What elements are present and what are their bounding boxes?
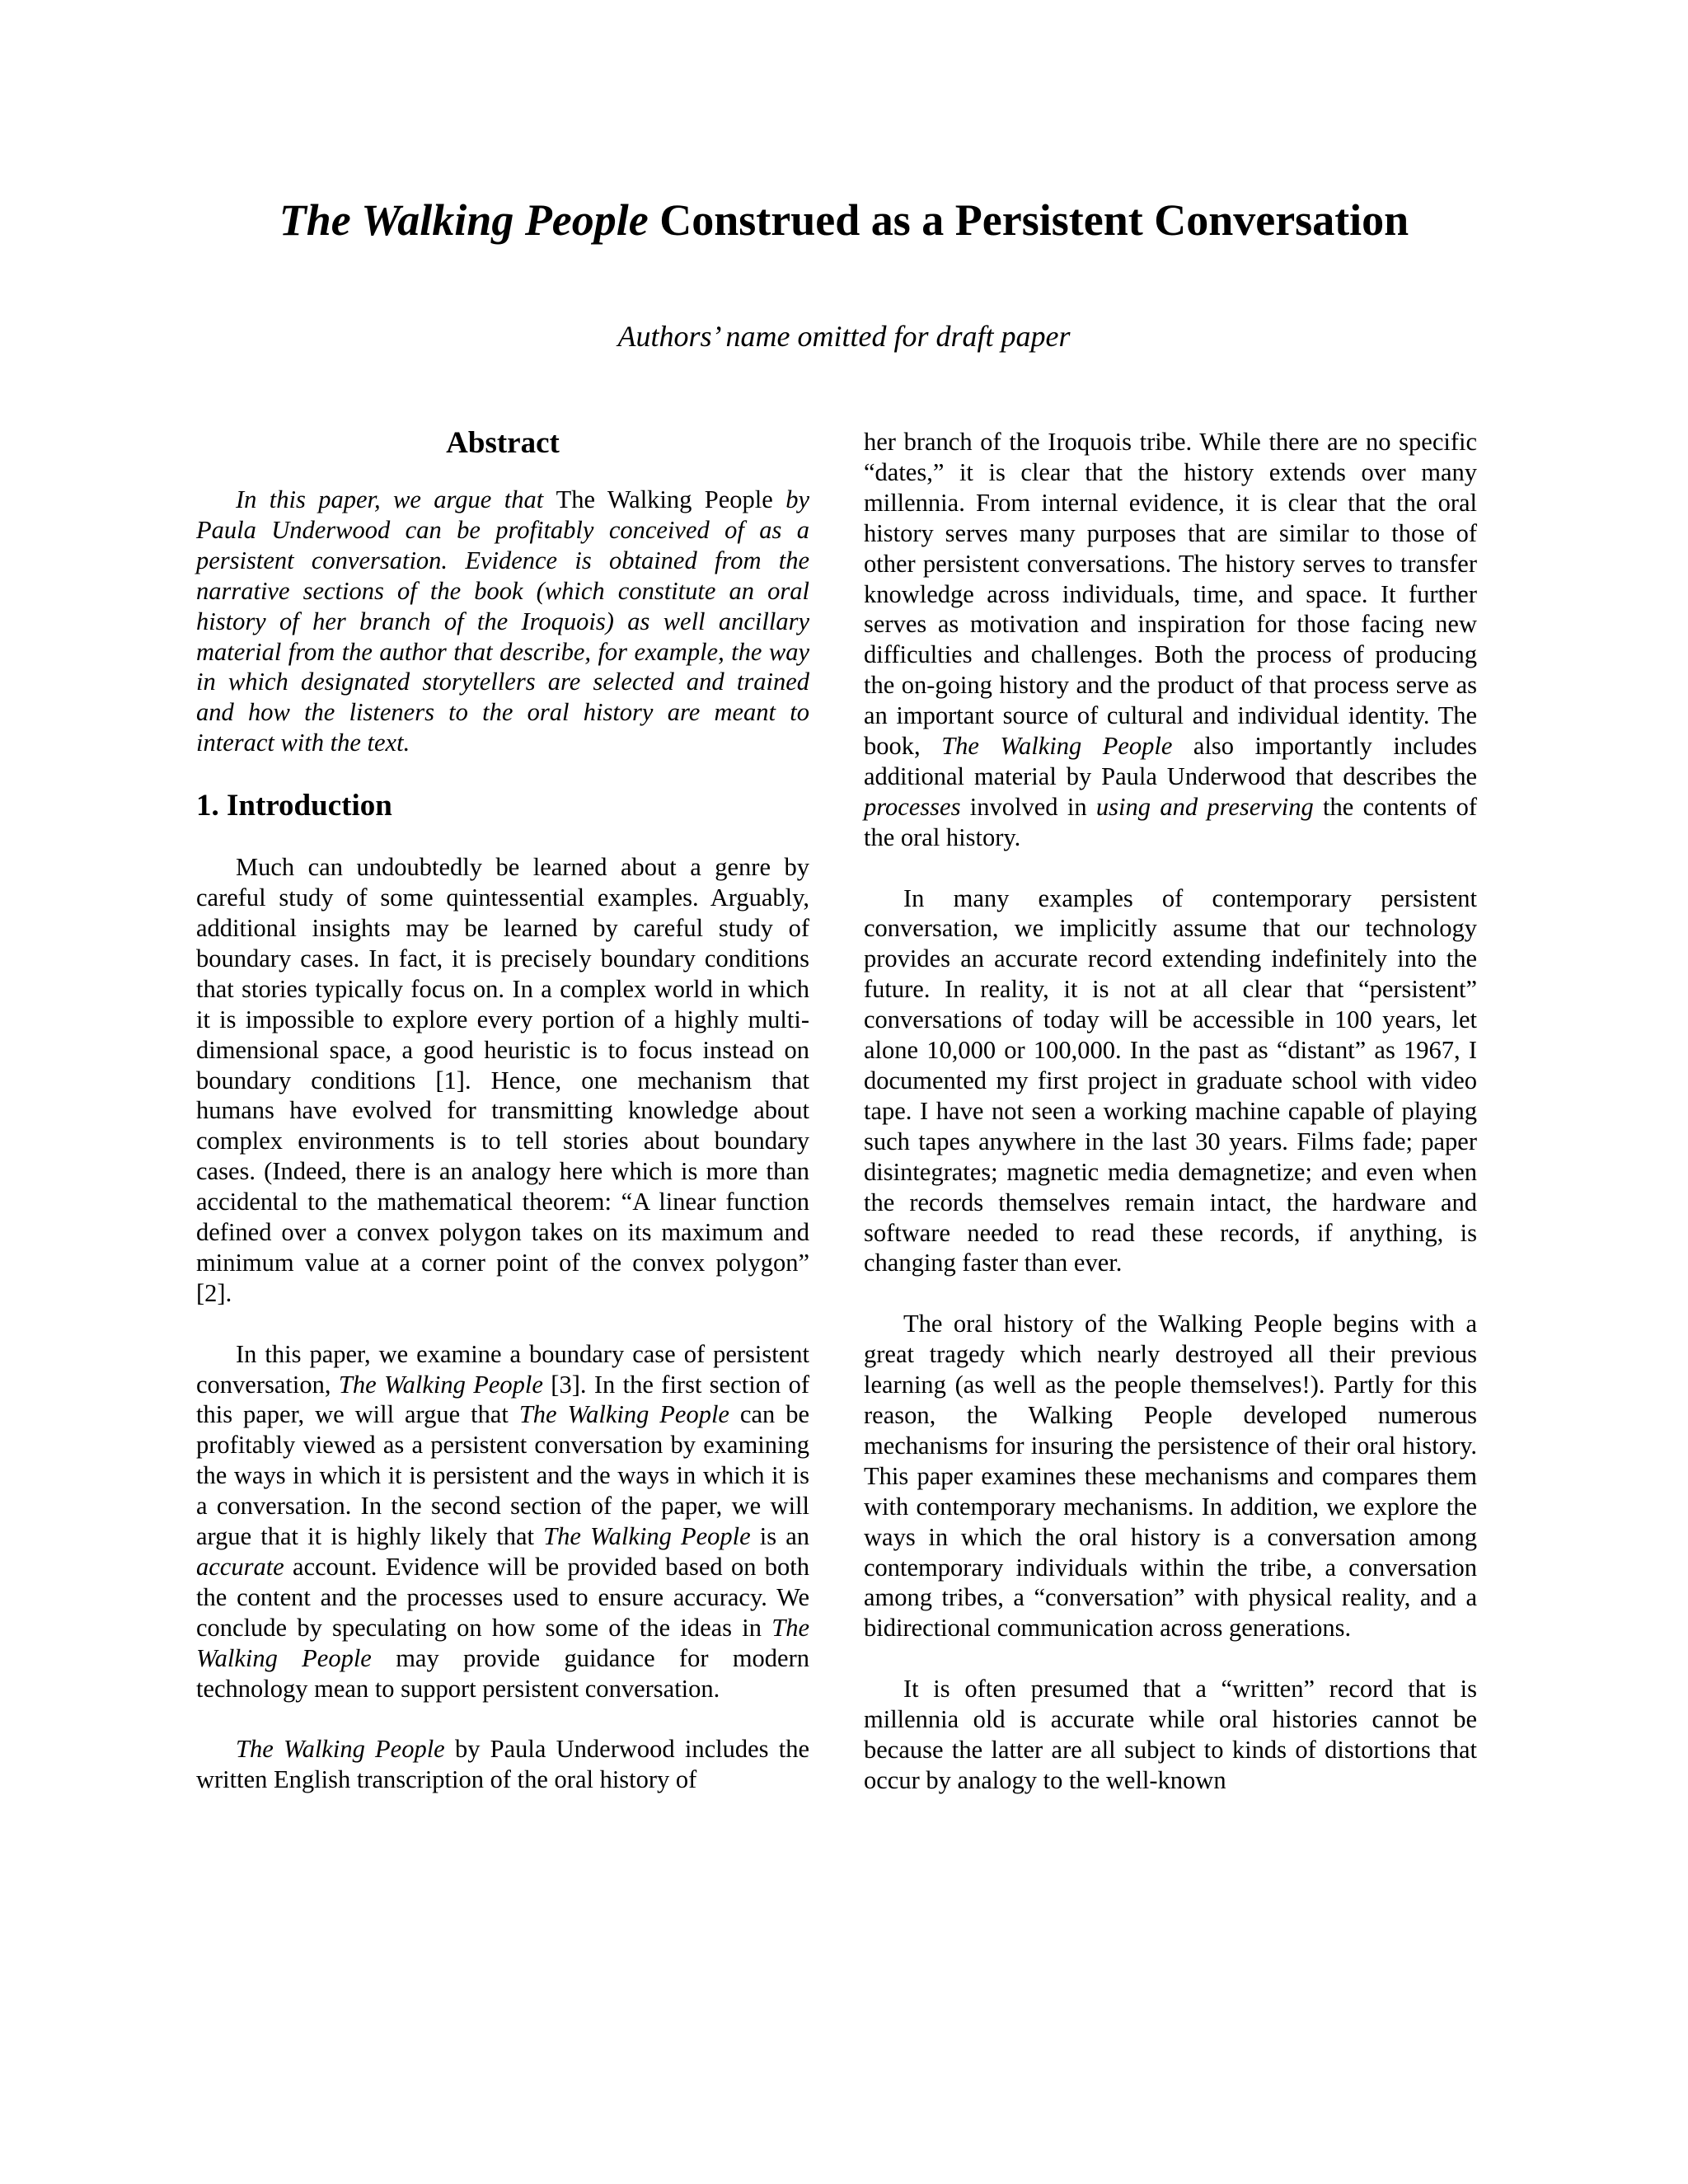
paper-title	[0, 191, 1688, 249]
introduction-heading: 1. Introduction	[196, 789, 392, 823]
authors-line: Authors’ name omitted for draft paper	[617, 320, 1071, 353]
title-book-name: The Walking People	[279, 195, 649, 245]
title-rest: Construed as a Persistent Conversation	[648, 195, 1409, 245]
right-paragraph-3: The oral history of the Walking People begins with a great tragedy which nearly destroyed all their previous learning (as well as the people themselves!). Partly for this reason, the Walking People developed numerous mechanisms for insuring the persistence of their oral history. This paper examines these mechanisms and compares them with contemporary mechanisms. In addition, we explore the ways in which the oral history is a conversation among contemporary individuals within the tribe, a conversation among tribes, a “conversation” with physical reality, and a bidirectional communication across generations.	[864, 1310, 1477, 1643]
abstract-book-name: The Walking People	[556, 485, 773, 513]
right-column	[864, 427, 1477, 1796]
intro-paragraph-2: In this paper, we examine a boundary case of persistent conversation, The Walking People [3]. In the first section of this paper, we will argue that The Walking People can be profitably viewed as a persistent conversation by examining the ways in which it is persistent and the ways in which it is a conversation. In the second section of the paper, we will argue that it is highly likely that The Walking People is an accurate account. Evidence will be provided based on both the content and the processes used to ensure accuracy. We conclude by speculating on how some of the ideas in The Walking People may provide guidance for modern technology mean to support persistent conversation.	[196, 1339, 809, 1703]
left-column	[196, 425, 809, 1795]
right-paragraph-2: In many examples of contemporary persistent conversation, we implicitly assume that our technology provides an accurate record extending indefinitely into the future. In reality, it is not at all clear that “persistent” conversations of today will be accessible in 100 years, let alone 10,000 or 100,000. In the past as “distant” as 1967, I documented my first project in graduate school with video tape. I have not seen a working machine capable of playing such tapes anywhere in the last 30 years. Films fade; paper disintegrates; magnetic media demagnetize; and even when the records themselves remain intact, the hardware and software needed to read these records, if anything, is changing faster than ever.	[864, 883, 1477, 1277]
intro-paragraph-1: Much can undoubtedly be learned about a genre by careful study of some quintessential examples. Arguably, additional insights may be learned by careful study of boundary cases. In fact, it is precisely boundary conditions that stories typically focus on. In a complex world in which it is impossible to explore every portion of a highly multi-dimensional space, a good heuristic is to focus instead on boundary conditions [1]. Hence, one mechanism that humans have evolved for transmitting knowledge about complex environments is to tell stories about boundary cases. (Indeed, there is an analogy here which is more than accidental to the mathematical theorem: “A linear function defined over a convex polygon takes on its maximum and minimum value at a corner point of the convex polygon” [2].	[196, 853, 809, 1307]
intro-paragraph-3: The Walking People by Paula Underwood includes the written English transcription of the oral history of	[196, 1735, 809, 1794]
abstract-text: In this paper, we argue that The Walking People by Paula Underwood can be profitably conceived of as a persistent conversation. Evidence is obtained from the narrative sections of the book (which constitute an oral history of her branch of the Iroquois) as well ancillary material from the author that describe, for example, the way in which designated storytellers are selected and trained and how the listeners to the oral history are meant to interact with the text.	[196, 485, 809, 757]
right-paragraph-4: It is often presumed that a “written” record that is millennia old is accurate while oral histories cannot be because the latter are all subject to kinds of distortions that occur by analogy to the well-known	[864, 1675, 1477, 1794]
abstract-heading: Abstract	[446, 426, 560, 460]
right-paragraph-1: her branch of the Iroquois tribe. While there are no specific “dates,” it is clear that the history extends over many millennia. From internal evidence, it is clear that the oral history serves many purposes that are similar to those of other persistent conversations. The history serves to transfer knowledge across individuals, time, and space. It further serves as motivation and inspiration for those facing new difficulties and challenges. Both the process of producing the on-going history and the product of that process serve as an important source of cultural and individual identity. The book, The Walking People also importantly includes additional material by Paula Underwood that describes the processes involved in using and preserving the contents of the oral history.	[864, 428, 1478, 851]
